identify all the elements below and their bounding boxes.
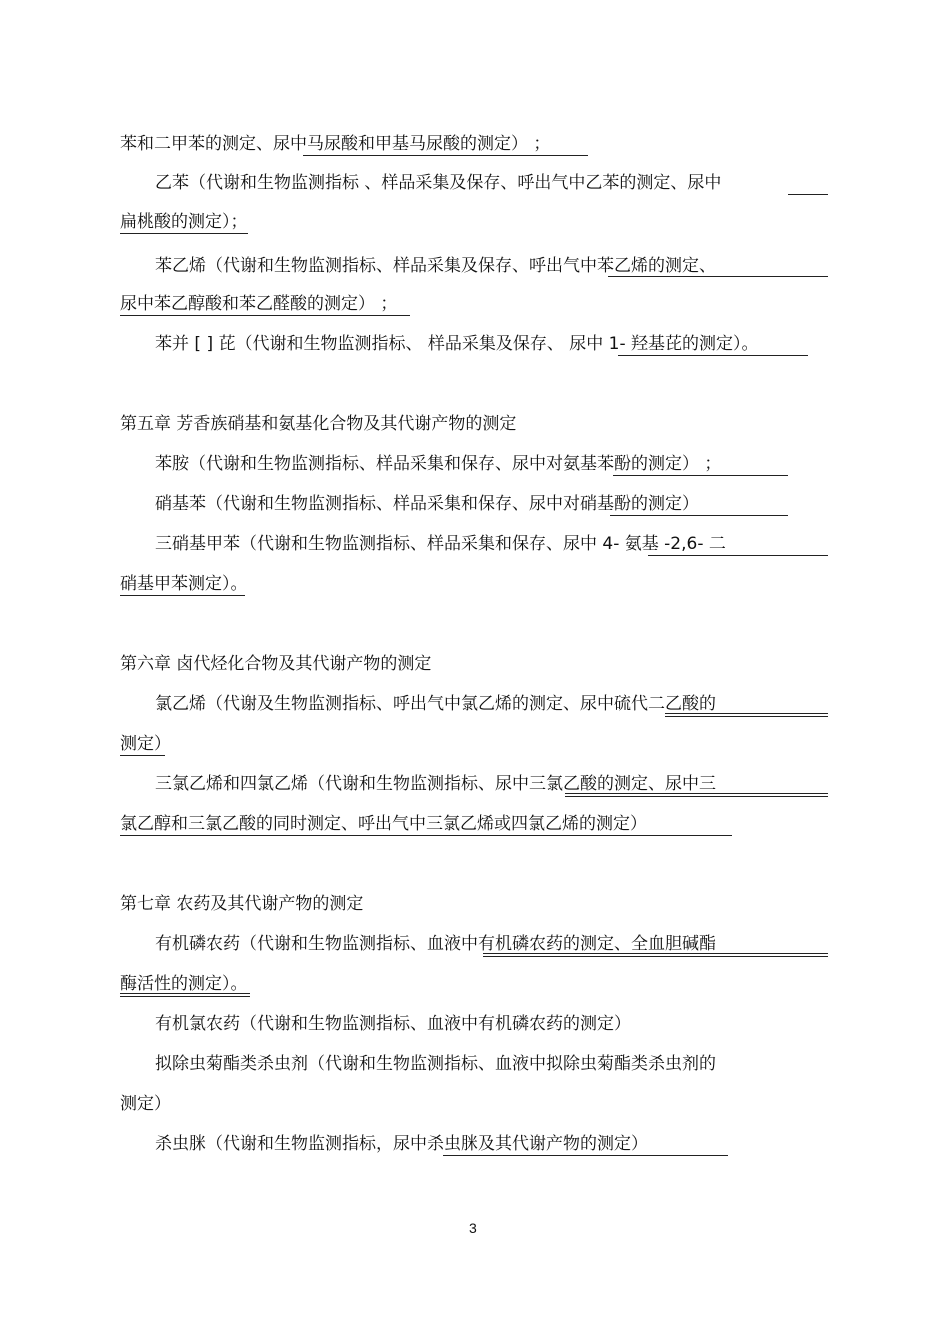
text-line: 酶活性的测定）。 [120,974,248,994]
chapter-heading: 第五章 芳香族硝基和氨基化合物及其代谢产物的测定 [120,414,517,434]
text-line: 苯胺（代谢和生物监测指标、样品采集和保存、尿中对氨基苯酚的测定） ； [155,454,722,474]
text-line: 杀虫脒（代谢和生物监测指标，尿中杀虫脒及其代谢产物的测定） [155,1134,648,1154]
underline [788,194,828,195]
text-line: 扁桃酸的测定）； [120,212,248,232]
underline [120,755,165,756]
text-line: 氯乙烯（代谢及生物监测指标、呼出气中氯乙烯的测定、尿中硫代二乙酸的 [155,694,716,714]
underline [610,515,788,516]
underline [565,793,828,794]
underline [665,713,828,714]
underline [120,595,245,596]
underline [648,555,828,556]
text-line: 三氯乙烯和四氯乙烯（代谢和生物监测指标、尿中三氯乙酸的测定、尿中三 [155,774,716,794]
page-number: 3 [469,1220,477,1236]
text-line: 苯和二甲苯的测定、尿中马尿酸和甲基马尿酸的测定） ； [120,134,551,154]
underline [120,835,732,836]
underline [303,155,588,156]
text-line: 氯乙醇和三氯乙酸的同时测定、呼出气中三氯乙烯或四氯乙烯的测定） [120,814,647,834]
text-line: 测定） [120,1094,171,1114]
chapter-heading: 第七章 农药及其代谢产物的测定 [120,894,364,914]
underline [483,953,828,954]
text-line: 有机氯农药（代谢和生物监测指标、血液中有机磷农药的测定） [155,1014,631,1034]
text-line: 苯并 [ ] 芘（代谢和生物监测指标、 样品采集及保存、 尿中 1- 羟基芘的测定）。 [155,334,759,354]
text-line: 硝基苯（代谢和生物监测指标、样品采集和保存、尿中对硝基酚的测定） [155,494,699,514]
text-line: 苯乙烯（代谢和生物监测指标、样品采集及保存、呼出气中苯乙烯的测定、 [155,256,716,276]
text-line: 硝基甲苯测定）。 [120,574,248,594]
underline [613,475,788,476]
chapter-heading: 第六章 卤代烃化合物及其代谢产物的测定 [120,654,432,674]
underline [608,276,828,277]
text-line: 乙苯（代谢和生物监测指标 、样品采集及保存、呼出气中乙苯的测定、尿中 [155,173,722,193]
text-line: 尿中苯乙醇酸和苯乙醛酸的测定） ； [120,294,398,314]
underline [120,315,410,316]
text-line: 有机磷农药（代谢和生物监测指标、血液中有机磷农药的测定、全血胆碱酯 [155,934,716,954]
text-line: 测定） [120,734,171,754]
text-line: 拟除虫菊酯类杀虫剂（代谢和生物监测指标、血液中拟除虫菊酯类杀虫剂的 [155,1054,716,1074]
text-line: 三硝基甲苯（代谢和生物监测指标、样品采集和保存、尿中 4- 氨基 -2,6- 二 [155,534,726,554]
underline [443,1155,728,1156]
underline [120,993,250,994]
underline [120,233,248,234]
underline [618,355,808,356]
